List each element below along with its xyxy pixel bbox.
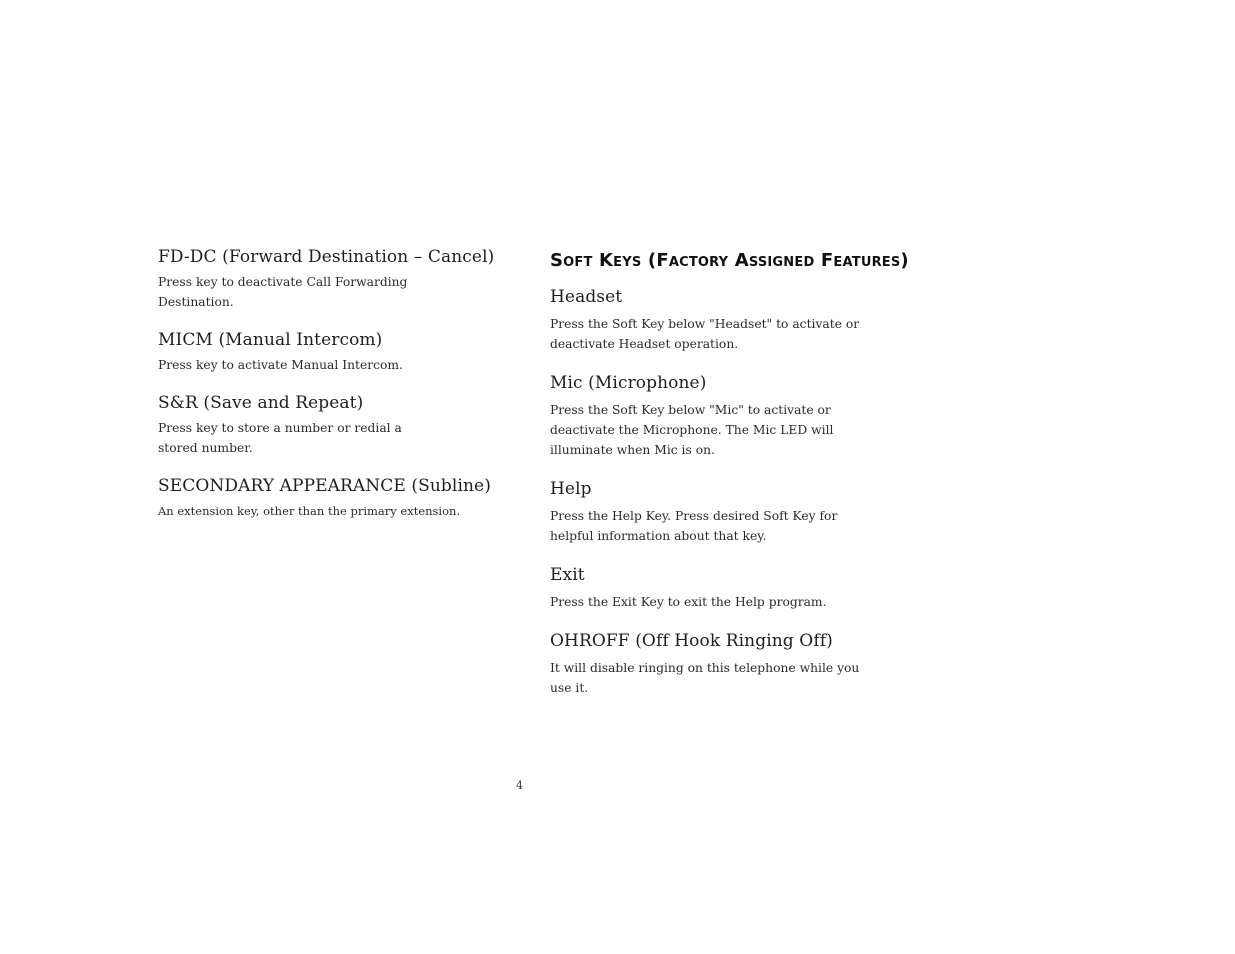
entry-title: MICM (Manual Intercom) [158, 330, 383, 350]
entry-title: Help [550, 479, 592, 499]
entry-title: OHROFF (Off Hook Ringing Off) [550, 631, 833, 651]
entry-description: An extension key, other than the primary extension. [158, 504, 461, 518]
entry-ohroff [550, 630, 880, 698]
entry-mic [550, 372, 880, 460]
entry-help [550, 478, 880, 546]
entry-description: It will disable ringing on this telephone while you use it. [550, 661, 860, 695]
entry-description: Press the Help Key. Press desired Soft Key for helpful information about that key. [550, 509, 838, 543]
entry-title: Headset [550, 287, 623, 307]
entry-title: S&R (Save and Repeat) [158, 393, 364, 413]
entry-fd-dc [158, 246, 503, 312]
section-heading: Soft Keys (Factory Assigned Features) [550, 250, 909, 271]
entry-description: Press key to store a number or redial a stored number. [158, 421, 402, 455]
entry-title: Exit [550, 565, 585, 585]
entry-secondary-appearance [158, 475, 503, 521]
entry-micm [158, 329, 503, 375]
entry-title: Mic (Microphone) [550, 373, 707, 393]
entry-description: Press the Soft Key below "Mic" to activate or deactivate the Microphone. The Mic LED will illuminate when Mic is on. [550, 403, 834, 457]
page-number: 4 [516, 779, 523, 792]
entry-headset [550, 286, 880, 354]
entry-title: FD-DC (Forward Destination – Cancel) [158, 247, 495, 267]
right-column [550, 250, 909, 698]
entry-exit [550, 564, 880, 612]
entry-description: Press key to activate Manual Intercom. [158, 358, 403, 372]
entry-description: Press the Soft Key below "Headset" to activate or deactivate Headset operation. [550, 317, 860, 351]
entry-description: Press key to deactivate Call Forwarding Destination. [158, 275, 408, 309]
entry-s-and-r [158, 392, 503, 458]
entry-description: Press the Exit Key to exit the Help program. [550, 595, 827, 609]
left-column [158, 246, 503, 521]
entry-title: SECONDARY APPEARANCE (Subline) [158, 476, 491, 496]
